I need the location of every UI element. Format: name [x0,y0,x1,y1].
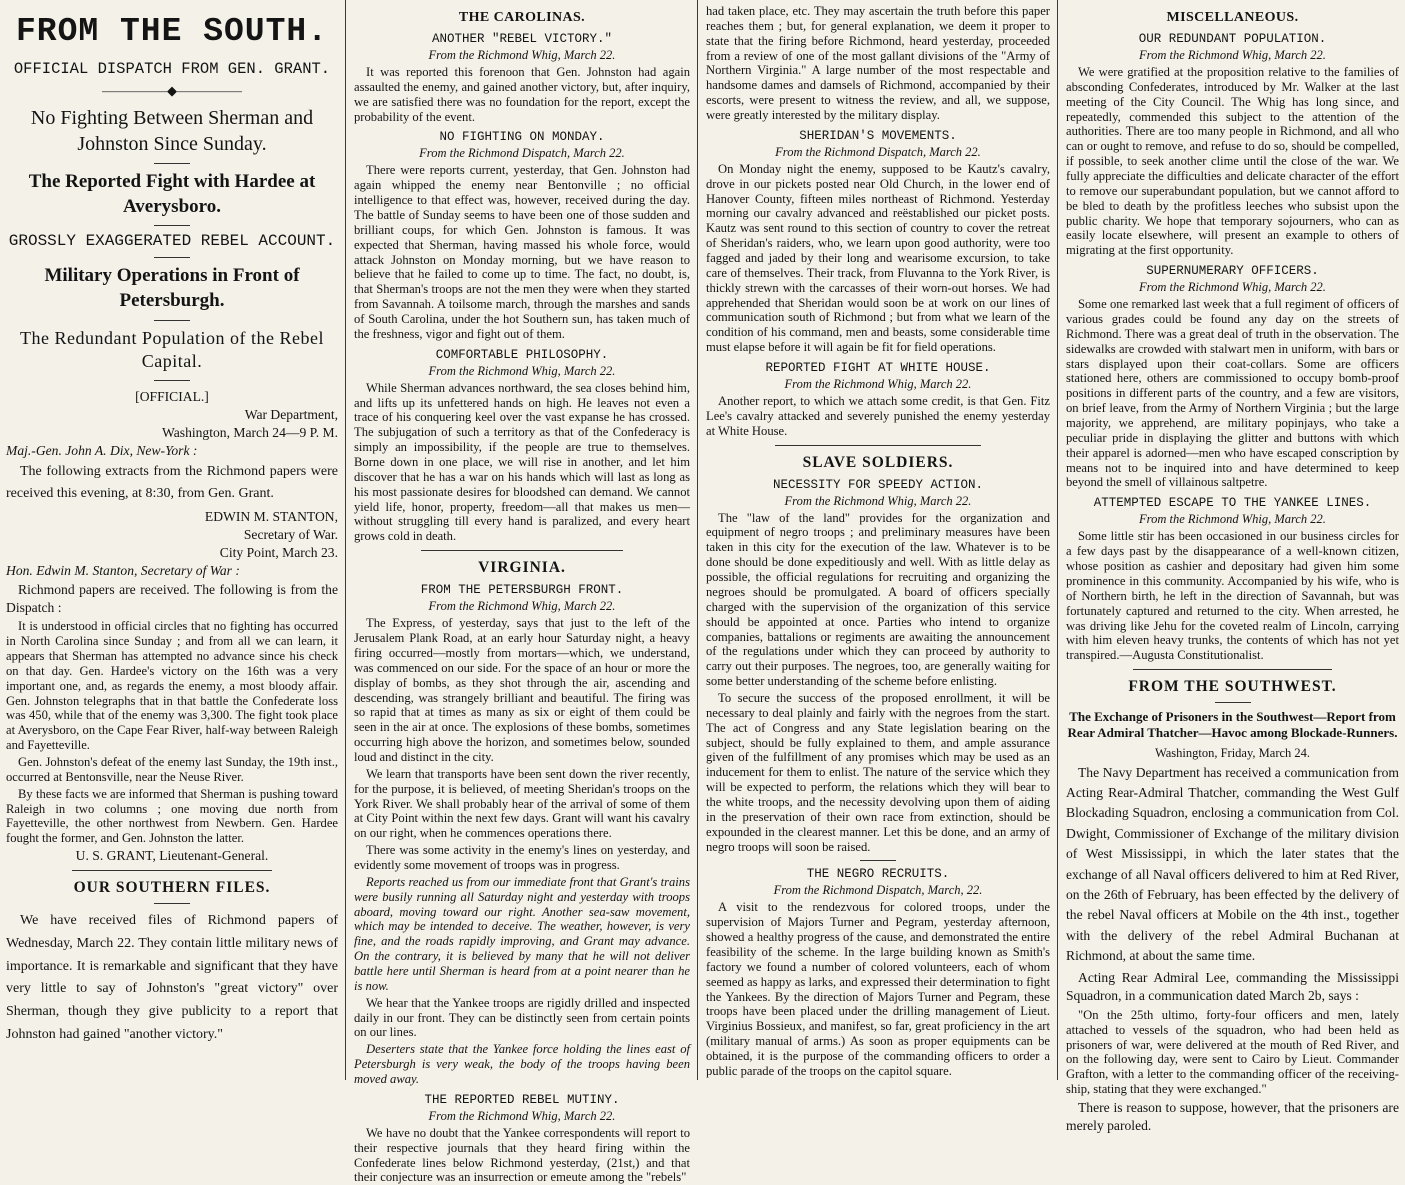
subheading: THE REPORTED REBEL MUTINY. [424,1092,620,1107]
column-2 [348,0,696,1185]
column-4 [1060,0,1405,1133]
paragraph: There is reason to suppose, however, that the prisoners are merely paroled. [1066,1099,1399,1133]
source-line: From the Richmond Whig, March 22. [428,363,616,378]
divider [1215,702,1251,703]
subheading: SHERIDAN'S MOVEMENTS. [799,128,957,143]
source-line: From the Richmond Whig, March 22. [1139,48,1326,62]
subheading: OUR REDUNDANT POPULATION. [1138,32,1327,46]
paragraph: Deserters state that the Yankee force holding the lines east of Petersburgh is very weak, the body of the troops having been moved away. [354,1042,690,1086]
deck-exaggerated: GROSSLY EXAGGERATED REBEL ACCOUNT. [8,232,336,251]
column-3 [700,0,1056,1080]
section-heading-miscellaneous: MISCELLANEOUS. [1166,10,1299,25]
section-heading-southwest: FROM THE SOUTHWEST. [1128,678,1337,696]
paragraph: Reports reached us from our immediate front that Grant's trains were busily running all Saturday night and yesterday with troops aboard, moving toward our right. Another sea-saw movement, which may be intended to deceive. The weather, however, is very fine, and the roads rapidly improving, and Grant may advance. On the contrary, it is believed by many that he will not deliver battle here until Sherman is heard from at a point nearer than he is now. [354,874,690,993]
paragraph: The Express, of yesterday, says that just to the left of the Jerusalem Plank Road, at an early hour Saturday night, a heavy firing occurred—mostly from mortars—which, we understand, was commenced on our side. For the space of an hour or more the display of bombs, as they shot through the air, ascending and descending, was strangely brilliant and beautiful. The firing was so rapid that at times as many as six or eight of them could be seen in the air at once. The explosions of these bombs, sometimes occurring high above the horizon, and sometimes below, sounded loud and distinct in the city. [354,616,690,764]
signature-stanton-title: Secretary of War. [243,526,338,542]
divider [154,380,190,381]
source-line: From the Richmond Dispatch, March, 22. [773,883,983,898]
column-rule [345,0,346,1080]
section-heading-carolinas: THE CAROLINAS. [458,10,586,25]
paragraph: The Navy Department has received a communication from Acting Rear-Admiral Thatcher, commanding the West Gulf Blockading Squadron, enclosing a communication from Col. Dwight, Commissioner of Exchange of the military division of West Mississippi, in which the later states that the exchange of all Naval officers delivered to him at Red River, on the 26th of February, has been effected by the delivery of the rebel Naval officers at Mobile on the 4th inst., together with the delivery of the rebel Admiral Buchanan at Richmond, at about the same time. [1066,764,1399,964]
paragraph: We were gratified at the proposition relative to the families of absconding Confederates, introduced by Mr. Walker at the last meeting of the City Council. The Whig has long since, and repeatedly, commended this subject to the attention of the authorities. There are too many people in Richmond, and all who can or ought to remove, and refuse to do so, should be compelled, if possible, to seek another clime until the close of the war. We fully appreciate the difficulties and delicate character of the effort to remove our superabundant population, but we cannot afford to be bled to death by the profitless leeches who subsist upon the public charity. We hope that temporary sojourners, who can as easily locate elsewhere, will present an example to others of migrating at the first opportunity. [1066,65,1399,258]
paragraph: The following extracts from the Richmond papers were received this evening, at 8:30, from Gen. Grant. [6,463,338,502]
deck-redundant: The Redundant Population of the Rebel Capital. [20,327,324,372]
address-dix: Maj.-Gen. John A. Dix, New-York : [6,442,198,458]
main-headline: FROM THE SOUTH. [15,13,329,50]
divider [154,320,190,321]
paragraph: Richmond papers are received. The following is from the Dispatch : [6,581,338,615]
address-stanton: Hon. Edwin M. Stanton, Secretary of War : [6,562,240,578]
subheading: NECESSITY FOR SPEEDY ACTION. [772,477,984,492]
source-line: From the Richmond Whig, March 22. [1139,512,1326,527]
dateline: Washington, Friday, March 24. [1154,745,1311,760]
paragraph: It is understood in official circles that no fighting has occurred in North Carolina since Sunday ; and from all we can learn, it appears that Sherman has attempted no advance since his check on that day. Gen. Hardee's victory on the 16th was a very important one, and, as regards the enemy, a most bloody affair. Gen. Johnston telegraphs that in that battle the Confederate loss was 450, while that of the enemy was 3,300. The fight took place at Averysboro, on the Cape Fear River, half-way between Raleigh and Fayetteville. [6,619,338,753]
paragraph: We hear that the Yankee troops are rigidly drilled and inspected daily in our front. They can be distinctly seen from certain points on our lines. [354,995,690,1040]
divider [154,225,190,226]
war-department: War Department, [244,406,338,422]
section-heading-slave-soldiers: SLAVE SOLDIERS. [802,453,954,471]
subheading: COMFORTABLE PHILOSOPHY. [435,347,609,362]
deck-official-dispatch: OFFICIAL DISPATCH FROM GEN. GRANT. [13,60,331,79]
section-heading-virginia: VIRGINIA. [478,559,566,577]
paragraph: Another report, to which we attach some credit, is that Gen. Fitz Lee's cavalry attacked and severely punished the enemy yesterday at White House. [706,394,1050,438]
paragraph: There was some activity in the enemy's lines on yesterday, and evidently some movement of troops was in progress. [354,843,690,872]
source-line: From the Richmond Dispatch, March 22. [419,146,625,161]
subheading: ANOTHER "REBEL VICTORY." [431,32,613,46]
divider [775,445,981,446]
paragraph: Some little stir has been occasioned in our business circles for a few days past by the disappearance of a well-known citizen, whose position as cashier and depositary had given him some prominence in this community. Accompanied by his wife, who is of Northern birth, he left in the direction of Savannah, but was fortunately captured and returned to the city. When arrested, he was driving like Jehu for the coveted realm of Lincoln, carrying with him eleven heavy trunks, the contents of which has not yet transpired.—Augusta Constitutionalist. [1066,529,1399,663]
subheading: THE NEGRO RECRUITS. [806,867,950,882]
source-line: From the Richmond Whig, March 22. [784,377,972,392]
divider [421,550,623,551]
divider [72,870,271,871]
paragraph: We have received files of Richmond papers of Wednesday, March 22. They contain little military news of importance. It is remarkable and significant that they have very little to say of Johnston's "great victory" over Sherman, though they give publicity to a report that Johnston had gained "another victory." [6,913,338,1042]
war-department-date: Washington, March 24—9 P. M. [162,424,338,440]
column-rule [1057,0,1058,1080]
paragraph: There were reports current, yesterday, that Gen. Johnston had again whipped the enemy near Bentonville ; no official intelligence to that effect was, however, received during the day. The battle of Sunday seems to have been one of those sudden and brilliant coups, for which Gen. Johnston is famous. It was expected that Sherman, having massed his whole force, would attack Johnston on Monday morning, but we have reason to believe that he failed to come up to time. The fact, no doubt, is, that Sherman's troops are not the men they were when they started from Savannah. A toilsome march, through the marshes and sands of South Carolina, under the hot Southern sun, has taken much of the freshness, vigor and fight out of them. [354,163,690,341]
deck-petersburgh: Military Operations in Front of Petersburgh. [44,265,300,312]
subheading: FROM THE PETERSBURGH FRONT. [420,583,624,598]
paragraph: A visit to the rendezvous for colored troops, under the supervision of Majors Turner and Pegram, yesterday afternoon, showed a healthy progress of the cause, and demonstrated the entire feasibility of the scheme. In the large building known as Smith's factory we found a number of colored volunteers, each of whom seemed as happy as larks, and expressed their determination to fight the Yankees. By the direction of Majors Turner and Pegram, these troops have been placed under the drilling management of Lieut. Virginius Bossieux, and manifest, so far, great proficiency in the art (military manual of arms.) As soon as proper equipments can be obtained, it is the purpose of the commanding officers to order a public parade of the troops on the capitol square. [706,900,1050,1078]
paragraph: Some one remarked last week that a full regiment of officers of various grades could be found any day on the streets of Richmond. There was a great deal of truth in the observation. The sidewalks are crowded with stalwart men in uniform, with bars or stars displayed upon their coat-collars. Some are officers stationed here, others are commissioned to occupy bomb-proof positions in different parts of the country, and a few are visitors, on brief leave, from the Army of Northern Virginia ; but the large majority, we apprehend, are military popinjays, who take a peculiar pride in displaying the glitter and buttons with which their apparel is adorned—men who have escaped conscription by means not to be inquired into and have determined to keep beyond the smell of villainous saltpetre. [1066,297,1399,490]
dash-ornament: —————◆————— [102,82,242,98]
divider [154,163,190,164]
paragraph: Acting Rear Admiral Lee, commanding the Mississippi Squadron, in a communication dated March 2b, says : [1066,970,1399,1004]
city-point-date: City Point, March 23. [219,544,338,560]
paragraph: While Sherman advances northward, the sea closes behind him, and lifts up its unfettered hands on high. He leaves not even a trace of his conquering keel over the vast expanse he has crossed. The subjugation of such a territory as that of the Confederacy is simply an impossibility, if the people are true to themselves. Borne down in one place, we will rise in another, and let him discover that he has a war on his hands which will last as long as his most passionate desires for bloodshed can demand. We cannot yield life, honor, property, freedom—all that makes us men—without struggling till every hand is paralized, and every heart grows cold in death. [354,380,690,544]
column-1 [0,0,344,1080]
paragraph: To secure the success of the proposed enrollment, it will be necessary to deal plainly and fairly with the negroes from the start. The act of Congress and any State legislation bearing on the subject, should be fully explained to them, and ample assurance given of the fulfillment of any promises which may be used as an inducement for them to enlist. The nature of the service which they will be expected to perform, the relations which they will bear to the white troops, and the necessity devolving upon them of aiding in the preservation of their own race from extinction, should be expounded in the clearest manner. Let this be done, and an army of negro troops will soon be raised. [706,690,1050,854]
southwest-subheading: The Exchange of Prisoners in the Southwest—Report from Rear Admiral Thatcher—Havoc among Blockade-Runners. [1067,709,1398,741]
divider [154,257,190,258]
paragraph: "On the 25th ultimo, forty-four officers and men, lately attached to vessels of the squadron, who had been held as prisoners of war, were delivered at the mouth of Red River, and on the following day, were sent to Cairo by Lieut. Commander Grafton, with a letter to the commanding officer of the receiving-ship, stating that they were exchanged." [1066,1007,1399,1097]
signature-stanton: EDWIN M. STANTON, [204,508,338,524]
subheading: SUPERNUMERARY OFFICERS. [1146,264,1319,279]
subheading: NO FIGHTING ON MONDAY. [439,130,605,145]
divider [1133,669,1333,670]
paragraph: Gen. Johnston's defeat of the enemy last Sunday, the 19th inst., occurred at Bentonsville, near the Neuse River. [6,755,338,784]
signature-grant: U. S. GRANT, Lieutenant-General. [75,848,269,864]
divider [154,903,190,904]
source-line: From the Richmond Whig, March 22. [428,599,616,614]
official-label: [OFFICIAL.] [135,388,209,404]
divider [860,860,896,861]
paragraph: It was reported this forenoon that Gen. Johnston had again assaulted the enemy, and gained another victory, but, after inquiry, we are satisfied there was no foundation for the report, except the probability of the event. [354,65,690,124]
source-line: From the Richmond Whig, March 22. [784,493,972,508]
paragraph: On Monday night the enemy, supposed to be Kautz's cavalry, drove in our pickets posted near Old Church, in the lower end of Hanover County, fifteen miles northeast of Richmond. Yesterday morning our cavalry advanced and reëstablished our picket posts. Kautz was sent round to this section of country to cover the retreat of Sheridan's raiders, who, we learn upon good authority, were too fagged and jaded by their long and wearisome excursion, to take care of themselves. Their track, from Fluvanna to the York River, is thickly strewn with the carcasses of their worn-out horses. We had apprehended that Sheridan would soon be at work on our lines of communication south of Richmond ; but from what we learn of the condition of his command, men and beasts, some considerable time must elapse before it will again be fit for field operations. [706,161,1050,355]
column-rule [697,0,698,1080]
paragraph: The "law of the land" provides for the organization and equipment of negro troops ; and preliminary measures have been taken in this city for the execution of the law. Whatever is to be done should be done expeditiously and well. With as little delay as possible, the official regulations for recruiting and organizing the negroes should be promulgated. A board of officers specially charged with the supervision of the organization of this service should be appointed at once. Parties who intend to organize companies, battalions or regiments are awaiting the announcement of the regulations under which they can proceed by authority to carry out their purposes. The negroes, too, are generally waiting for some better understanding of the scheme before enlisting. [706,510,1050,689]
deck-hardee: The Reported Fight with Hardee at Averysboro. [28,170,316,217]
paragraph: By these facts we are informed that Sherman is pushing toward Raleigh in two columns ; one moving due north from Fayetteville, the other northwest from Newbern. Gen. Hardee fought the former, and Gen. Johnston the latter. [6,786,338,846]
source-line: From the Richmond Whig, March 22. [428,1108,616,1123]
southern-files-heading: OUR SOUTHERN FILES. [73,879,271,897]
source-line: From the Richmond Whig, March 22. [1139,280,1326,295]
paragraph: We have no doubt that the Yankee correspondents will report to their respective journals that they heard firing within the Confederate lines below Richmond yesterday, (21st,) and that their conjecture was an insurrection or emeute among the "rebels" [354,1125,690,1185]
source-line: From the Richmond Whig, March 22. [428,48,616,62]
paragraph: We learn that transports have been sent down the river recently, for the purpose, it is believed, of meeting Sheridan's troops on the York River. We shall probably hear of the arrival of some of them at City Point within the next few days. Grant will want his cavalry on our right, when he commences operations there. [354,766,690,841]
subheading: ATTEMPTED ESCAPE TO THE YANKEE LINES. [1093,496,1372,511]
source-line: From the Richmond Dispatch, March 22. [775,144,981,159]
paragraph: had taken place, etc. They may ascertain the truth before this paper reaches them ; but, for general explanation, we deem it proper to state that the firing before Richmond, heard yesterday, proceeded from a review of one of the most gallant divisions of the "Army of Northern Virginia." A large number of the most respectable and handsome dames and damsels of Richmond, accompanied by their escorts, were present to witness the review, and all, we suppose, were greatly interested by the military display. [706,4,1050,123]
deck-no-fighting: No Fighting Between Sherman and Johnston Since Sunday. [30,106,314,155]
subheading: REPORTED FIGHT AT WHITE HOUSE. [765,361,991,376]
